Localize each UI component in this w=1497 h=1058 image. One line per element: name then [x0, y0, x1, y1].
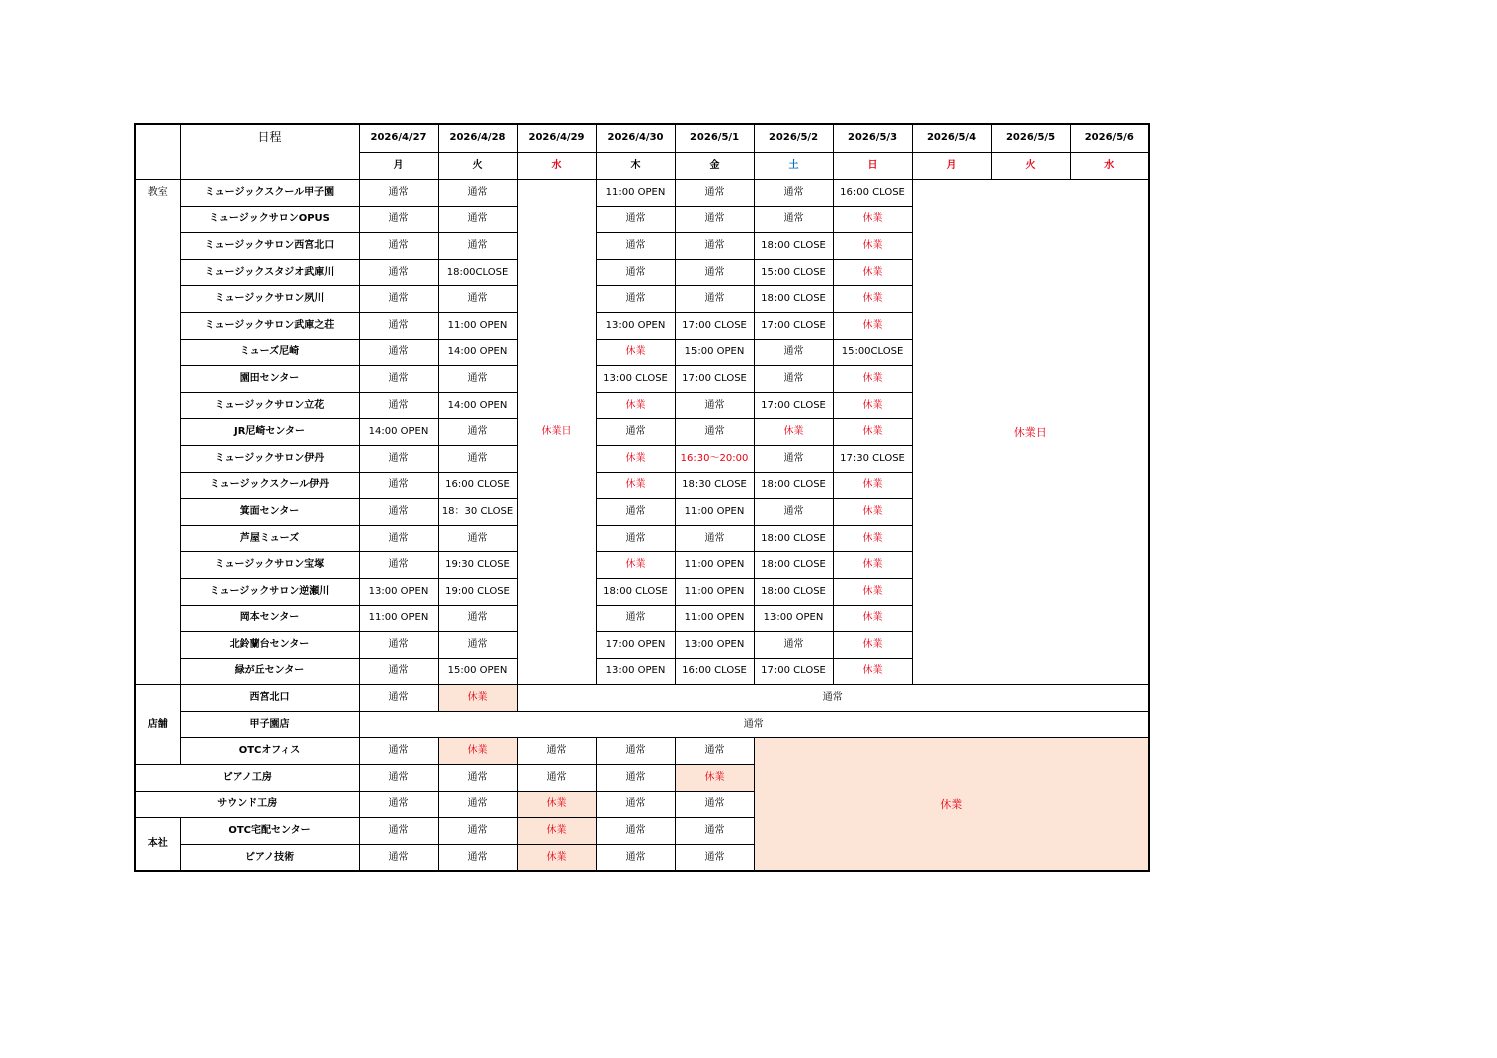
- status-cell: 15:00CLOSE: [833, 339, 912, 366]
- status-cell: 休業: [833, 552, 912, 579]
- status-cell: 通常: [596, 419, 675, 446]
- status-cell: 通常: [675, 738, 754, 765]
- classroom-name: ミュージックサロン逆瀬川: [180, 578, 359, 605]
- status-cell: 15:00 OPEN: [438, 658, 517, 685]
- status-cell: 通常: [438, 206, 517, 233]
- status-cell: 休業: [438, 685, 517, 712]
- status-cell: 通常: [359, 472, 438, 499]
- weekday-header: 日: [833, 152, 912, 180]
- dept-name: サウンド工房: [135, 791, 359, 818]
- date-header: 2026/5/3: [833, 124, 912, 152]
- status-cell: 通常: [359, 791, 438, 818]
- holiday-schedule-table: [134, 123, 1150, 872]
- status-cell: 休業: [438, 738, 517, 765]
- status-cell: 11:00 OPEN: [675, 552, 754, 579]
- date-header: 2026/5/4: [912, 124, 991, 152]
- status-cell: 休業: [596, 339, 675, 366]
- hq-name: OTC宅配センター: [180, 818, 359, 845]
- weekday-header: 水: [517, 152, 596, 180]
- classroom-name: ミュージックスクール甲子園: [180, 180, 359, 207]
- store-name: 西宮北口: [180, 685, 359, 712]
- status-cell: 15:00 CLOSE: [754, 259, 833, 286]
- category-hq: 本社: [135, 818, 180, 872]
- status-cell: 通常: [596, 259, 675, 286]
- weekday-header: 木: [596, 152, 675, 180]
- status-cell: 通常: [359, 685, 438, 712]
- status-cell: 通常: [675, 818, 754, 845]
- date-header: 2026/5/6: [1070, 124, 1149, 152]
- status-cell: 通常: [359, 552, 438, 579]
- status-cell: 通常: [596, 765, 675, 792]
- status-cell: 休業: [833, 578, 912, 605]
- status-cell: 通常: [359, 738, 438, 765]
- status-cell: 休業: [833, 419, 912, 446]
- status-cell: 13:00 OPEN: [359, 578, 438, 605]
- status-cell: 通常: [359, 180, 438, 207]
- status-cell: 休業: [833, 206, 912, 233]
- status-cell: 18:30 CLOSE: [675, 472, 754, 499]
- weekday-header: 火: [991, 152, 1070, 180]
- status-cell: 17:00 CLOSE: [754, 312, 833, 339]
- status-cell: 休業: [517, 791, 596, 818]
- status-cell: 通常: [596, 738, 675, 765]
- status-cell: 通常: [517, 738, 596, 765]
- status-cell: 17:00 CLOSE: [754, 392, 833, 419]
- status-cell: 通常: [596, 818, 675, 845]
- table-row: [135, 180, 1149, 207]
- status-cell: 休業: [596, 472, 675, 499]
- date-header: 2026/4/29: [517, 124, 596, 152]
- category-classroom: 教室: [135, 180, 180, 685]
- status-cell: 通常: [438, 286, 517, 313]
- status-cell: 13:00 OPEN: [675, 632, 754, 659]
- weekday-header: 月: [912, 152, 991, 180]
- status-cell: 通常: [754, 339, 833, 366]
- status-cell: 通常: [675, 525, 754, 552]
- status-cell: 通常: [359, 259, 438, 286]
- status-cell: 休業: [596, 552, 675, 579]
- status-cell: 通常: [359, 658, 438, 685]
- status-cell: 11:00 OPEN: [675, 499, 754, 526]
- status-cell: 休業: [517, 818, 596, 845]
- status-cell: 16:30～20:00: [675, 445, 754, 472]
- status-cell: 通常: [675, 180, 754, 207]
- status-cell: 通常: [359, 499, 438, 526]
- corner-cell: [135, 124, 180, 180]
- classroom-name: 園田センター: [180, 366, 359, 393]
- status-cell: 18:00 CLOSE: [754, 472, 833, 499]
- status-cell: 通常: [438, 366, 517, 393]
- status-cell: 19:00 CLOSE: [438, 578, 517, 605]
- status-cell: 通常: [754, 499, 833, 526]
- status-cell: 通常: [675, 419, 754, 446]
- status-cell: 通常: [438, 765, 517, 792]
- classroom-name: 岡本センター: [180, 605, 359, 632]
- status-cell: 通常: [754, 206, 833, 233]
- status-cell: 通常: [675, 233, 754, 260]
- classroom-name: 北鈴蘭台センター: [180, 632, 359, 659]
- status-cell: 通常: [596, 286, 675, 313]
- status-cell: 休業: [517, 844, 596, 871]
- status-cell: 13:00 OPEN: [596, 658, 675, 685]
- weekday-header: 火: [438, 152, 517, 180]
- status-cell: 休業: [833, 312, 912, 339]
- status-cell: 通常: [754, 180, 833, 207]
- status-cell: 17:00 CLOSE: [754, 658, 833, 685]
- date-header: 2026/4/30: [596, 124, 675, 152]
- status-cell: 通常: [359, 765, 438, 792]
- status-cell: 通常: [596, 206, 675, 233]
- status-cell: 休業: [833, 286, 912, 313]
- closed-span: 休業: [754, 738, 1149, 871]
- status-cell: 18:00 CLOSE: [754, 286, 833, 313]
- status-cell: 休業: [833, 658, 912, 685]
- status-span: 通常: [359, 711, 1149, 738]
- status-cell: 18:00CLOSE: [438, 259, 517, 286]
- status-cell: 通常: [359, 632, 438, 659]
- status-cell: 18:00 CLOSE: [596, 578, 675, 605]
- status-cell: 通常: [596, 791, 675, 818]
- classroom-name: ミュージックスタジオ武庫川: [180, 259, 359, 286]
- status-cell: 18:00 CLOSE: [754, 578, 833, 605]
- status-cell: 通常: [359, 818, 438, 845]
- status-cell: 休業: [596, 392, 675, 419]
- status-cell: 16:00 CLOSE: [438, 472, 517, 499]
- dept-name: ピアノ工房: [135, 765, 359, 792]
- status-cell: 11:00 OPEN: [359, 605, 438, 632]
- classroom-name: ミュージックサロン武庫之荘: [180, 312, 359, 339]
- status-cell: 通常: [596, 233, 675, 260]
- status-cell: 14:00 OPEN: [438, 392, 517, 419]
- status-cell: 11:00 OPEN: [438, 312, 517, 339]
- status-cell: 休業: [675, 765, 754, 792]
- classroom-name: 芦屋ミューズ: [180, 525, 359, 552]
- status-cell: 通常: [675, 259, 754, 286]
- status-cell: 通常: [359, 339, 438, 366]
- date-header: 2026/5/5: [991, 124, 1070, 152]
- status-cell: 通常: [675, 206, 754, 233]
- status-cell: 休業: [833, 366, 912, 393]
- weekday-header: 水: [1070, 152, 1149, 180]
- status-cell: 通常: [359, 392, 438, 419]
- status-cell: 通常: [359, 445, 438, 472]
- status-cell: 通常: [359, 844, 438, 871]
- classroom-name: 緑が丘センター: [180, 658, 359, 685]
- status-cell: 通常: [438, 233, 517, 260]
- table-row: [135, 685, 1149, 712]
- status-cell: 17:30 CLOSE: [833, 445, 912, 472]
- table-row: [135, 711, 1149, 738]
- status-cell: 通常: [438, 791, 517, 818]
- status-cell: 13:00 OPEN: [596, 312, 675, 339]
- status-cell: 通常: [596, 605, 675, 632]
- classroom-name: ミューズ尼崎: [180, 339, 359, 366]
- weekday-header: 金: [675, 152, 754, 180]
- status-cell: 15:00 OPEN: [675, 339, 754, 366]
- classroom-name: ミュージックサロン宝塚: [180, 552, 359, 579]
- date-header: 2026/5/1: [675, 124, 754, 152]
- status-cell: 休業: [833, 259, 912, 286]
- status-cell: 休業: [754, 419, 833, 446]
- hq-name: ピアノ技術: [180, 844, 359, 871]
- status-span: 通常: [517, 685, 1149, 712]
- status-cell: 通常: [438, 419, 517, 446]
- status-cell: 通常: [359, 233, 438, 260]
- status-cell: 通常: [596, 844, 675, 871]
- status-cell: 通常: [359, 206, 438, 233]
- weekday-header: 土: [754, 152, 833, 180]
- status-cell: 通常: [675, 791, 754, 818]
- status-cell: 17:00 CLOSE: [675, 312, 754, 339]
- status-cell: 14:00 OPEN: [438, 339, 517, 366]
- status-cell: 通常: [438, 180, 517, 207]
- closed-day-late: 休業日: [912, 180, 1149, 685]
- status-cell: 通常: [517, 765, 596, 792]
- classroom-name: ミュージックサロン伊丹: [180, 445, 359, 472]
- status-cell: 休業: [833, 525, 912, 552]
- status-cell: 休業: [833, 392, 912, 419]
- status-cell: 17:00 CLOSE: [675, 366, 754, 393]
- status-cell: 通常: [359, 286, 438, 313]
- status-cell: 11:00 OPEN: [675, 578, 754, 605]
- closed-day-0429: 休業日: [517, 180, 596, 685]
- status-cell: 通常: [438, 632, 517, 659]
- status-cell: 18：30 CLOSE: [438, 499, 517, 526]
- date-header: 2026/5/2: [754, 124, 833, 152]
- date-header: 2026/4/28: [438, 124, 517, 152]
- status-cell: 通常: [675, 844, 754, 871]
- status-cell: 通常: [596, 499, 675, 526]
- status-cell: 11:00 OPEN: [596, 180, 675, 207]
- date-header: 2026/4/27: [359, 124, 438, 152]
- status-cell: 通常: [438, 844, 517, 871]
- classroom-name: ミュージックサロンOPUS: [180, 206, 359, 233]
- store-name: OTCオフィス: [180, 738, 359, 765]
- table-row: [135, 738, 1149, 765]
- status-cell: 通常: [754, 366, 833, 393]
- status-cell: 通常: [754, 445, 833, 472]
- classroom-name: JR尼崎センター: [180, 419, 359, 446]
- status-cell: 通常: [359, 525, 438, 552]
- status-cell: 11:00 OPEN: [675, 605, 754, 632]
- status-cell: 休業: [596, 445, 675, 472]
- schedule-label: 日程: [180, 124, 359, 180]
- status-cell: 13:00 OPEN: [754, 605, 833, 632]
- status-cell: 休業: [833, 632, 912, 659]
- status-cell: 19:30 CLOSE: [438, 552, 517, 579]
- weekday-header: 月: [359, 152, 438, 180]
- status-cell: 休業: [833, 472, 912, 499]
- category-store: 店舗: [135, 685, 180, 765]
- status-cell: 通常: [438, 445, 517, 472]
- store-name: 甲子園店: [180, 711, 359, 738]
- classroom-name: 箕面センター: [180, 499, 359, 526]
- classroom-name: ミュージックサロン西宮北口: [180, 233, 359, 260]
- classroom-name: ミュージックサロン夙川: [180, 286, 359, 313]
- status-cell: 13:00 CLOSE: [596, 366, 675, 393]
- status-cell: 通常: [438, 525, 517, 552]
- classroom-name: ミュージックサロン立花: [180, 392, 359, 419]
- status-cell: 通常: [675, 286, 754, 313]
- status-cell: 休業: [833, 233, 912, 260]
- status-cell: 通常: [675, 392, 754, 419]
- status-cell: 18:00 CLOSE: [754, 525, 833, 552]
- status-cell: 通常: [438, 605, 517, 632]
- status-cell: 通常: [359, 366, 438, 393]
- status-cell: 休業: [833, 499, 912, 526]
- status-cell: 16:00 CLOSE: [675, 658, 754, 685]
- status-cell: 通常: [754, 632, 833, 659]
- status-cell: 通常: [438, 818, 517, 845]
- status-cell: 通常: [359, 312, 438, 339]
- status-cell: 17:00 OPEN: [596, 632, 675, 659]
- status-cell: 18:00 CLOSE: [754, 233, 833, 260]
- status-cell: 18:00 CLOSE: [754, 552, 833, 579]
- classroom-name: ミュージックスクール伊丹: [180, 472, 359, 499]
- status-cell: 16:00 CLOSE: [833, 180, 912, 207]
- status-cell: 通常: [596, 525, 675, 552]
- status-cell: 14:00 OPEN: [359, 419, 438, 446]
- status-cell: 休業: [833, 605, 912, 632]
